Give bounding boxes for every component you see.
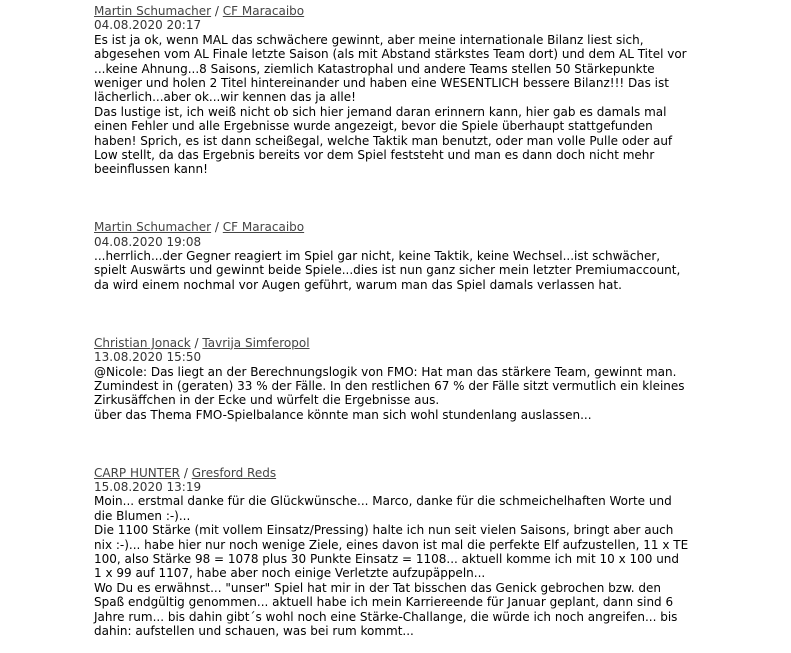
entry-spacer bbox=[94, 422, 784, 436]
team-link[interactable]: CF Maracaibo bbox=[222, 4, 305, 18]
entry-text-line: Wo Du es erwähnst... "unser" Spiel hat mir in der Tat bisschen das Genick gebrochen bzw. den bbox=[94, 580, 662, 595]
guestbook-entry bbox=[94, 466, 784, 653]
entry-text-line: Das lustige ist, ich weiß nicht ob sich hier jemand daran erinnern kann, hier gab es damals mal bbox=[94, 104, 667, 119]
entry-text-line: beeinflussen kann! bbox=[94, 162, 208, 177]
author-link[interactable]: Martin Schumacher bbox=[94, 4, 212, 18]
entry-spacer bbox=[94, 638, 784, 652]
entry-text-line: haben! Sprich, es ist dann scheißegal, welche Taktik man benutzt, oder man volle Pulle oder auf bbox=[94, 133, 673, 148]
entry-text-line: Zumindest in (geraten) 33 % der Fälle. In den restlichen 67 % der Fälle sitzt vermutlich ein kleines bbox=[94, 378, 685, 393]
entry-text-line: Zirkusäffchen in der Ecke und würfelt die Ergebnisse aus. bbox=[94, 393, 440, 408]
entry-text-line: einen Fehler und alle Ergebnisse wurde angezeigt, bevor die Spiele überhaupt stattgefunden bbox=[94, 119, 653, 134]
entry-text-line: da wird einem nochmal vor Augen geführt, warum man das Spiel damals verlassen hat. bbox=[94, 277, 622, 292]
author-link[interactable]: CARP HUNTER bbox=[94, 465, 181, 480]
entry-text-line: Es ist ja ok, wenn MAL das schwächere gewinnt, aber meine internationale Bilanz liest sich, bbox=[94, 32, 644, 47]
entry-header bbox=[94, 336, 784, 350]
entry-text-line: Spaß endgültig genommen... aktuell habe ich mein Karriereende für Januar geplant, dann sind 6 bbox=[94, 595, 674, 610]
guestbook-entry bbox=[94, 4, 784, 191]
entry-spacer bbox=[94, 177, 784, 191]
author-team-separator: / bbox=[214, 4, 219, 18]
team-link[interactable]: CF Maracaibo bbox=[222, 220, 305, 235]
entry-text-line: 100, also Stärke 98 = 1078 plus 30 Punkte Einsatz = 1108... aktuell komme ich mit 10 x 100 und bbox=[94, 551, 680, 566]
team-link[interactable]: Gresford Reds bbox=[191, 465, 277, 480]
entry-text bbox=[94, 249, 784, 292]
entry-text bbox=[94, 33, 784, 177]
guestbook-feed bbox=[94, 4, 784, 653]
entry-timestamp: 15.08.2020 13:19 bbox=[94, 479, 202, 494]
guestbook-entry bbox=[94, 220, 784, 306]
author-link[interactable]: Christian Jonack bbox=[94, 335, 191, 350]
entry-text-line: nix :-)... habe hier nur noch wenige Ziele, eines davon ist mal die perfekte Elf aufzustellen, 11 x TE bbox=[94, 537, 689, 552]
guestbook-entry bbox=[94, 336, 784, 437]
entry-text-line: spielt Auswärts und gewinnt beide Spiele...dies ist nun ganz sicher mein letzter Premiumaccount, bbox=[94, 263, 681, 278]
entry-text-line: Jahre rum... bis dahin gibt´s wohl noch eine Stärke-Challange, die würde ich noch angreifen... bis bbox=[94, 609, 678, 624]
entry-text-line: dahin: aufstellen und schauen, was bei rum kommt... bbox=[94, 623, 414, 638]
entry-timestamp: 04.08.2020 19:08 bbox=[94, 234, 202, 249]
entry-text-line: weniger und holen 2 Titel hintereinander und haben eine WESENTLICH bessere Bilanz!!! Das ist bbox=[94, 76, 669, 91]
entry-text-line: Die 1100 Stärke (mit vollem Einsatz/Pressing) halte ich nun seit vielen Saisons, bringt aber auch bbox=[94, 523, 674, 538]
author-team-separator: / bbox=[194, 335, 199, 350]
entry-text-line: die Blumen :-)... bbox=[94, 508, 191, 523]
entry-text-line: Moin... erstmal danke für die Glückwünsche... Marco, danke für die schmeichelhaften Worte und bbox=[94, 494, 672, 509]
team-link[interactable]: Tavrija Simferopol bbox=[202, 335, 310, 350]
entry-timestamp: 13.08.2020 15:50 bbox=[94, 350, 202, 365]
entry-text-line: abgesehen vom AL Finale letzte Saison (als mit Abstand stärkstes Team dort) und dem AL Titel vor bbox=[94, 47, 687, 62]
entry-text-line: ...keine Ahnung...8 Saisons, ziemlich Katastrophal und andere Teams stellen 50 Stärkepunkte bbox=[94, 61, 655, 76]
entry-text-line: über das Thema FMO-Spielbalance könnte man sich wohl stundenlang auslassen... bbox=[94, 407, 592, 422]
entry-text bbox=[94, 494, 784, 638]
entry-header bbox=[94, 466, 784, 480]
entry-text-line: lächerlich...aber ok...wir kennen das ja alle! bbox=[94, 90, 356, 105]
entry-text-line: ...herrlich...der Gegner reagiert im Spiel gar nicht, keine Taktik, keine Wechsel...ist schwächer, bbox=[94, 249, 661, 264]
entry-text-line: @Nicole: Das liegt an der Berechnungslogik von FMO: Hat man das stärkere Team, gewinnt man. bbox=[94, 364, 677, 379]
entry-text-line: Low stellt, da das Ergebnis bereits vor dem Spiel feststeht und man es dann doch nicht mehr bbox=[94, 148, 655, 163]
entry-header bbox=[94, 220, 784, 234]
entry-header bbox=[94, 4, 784, 18]
entry-spacer bbox=[94, 292, 784, 306]
author-link[interactable]: Martin Schumacher bbox=[94, 220, 212, 235]
author-team-separator: / bbox=[183, 465, 188, 480]
entry-text bbox=[94, 365, 784, 423]
entry-timestamp: 04.08.2020 20:17 bbox=[94, 18, 202, 33]
author-team-separator: / bbox=[214, 220, 219, 235]
entry-text-line: 1 x 99 auf 1107, habe aber noch einige Verletzte aufzupäppeln... bbox=[94, 566, 486, 581]
